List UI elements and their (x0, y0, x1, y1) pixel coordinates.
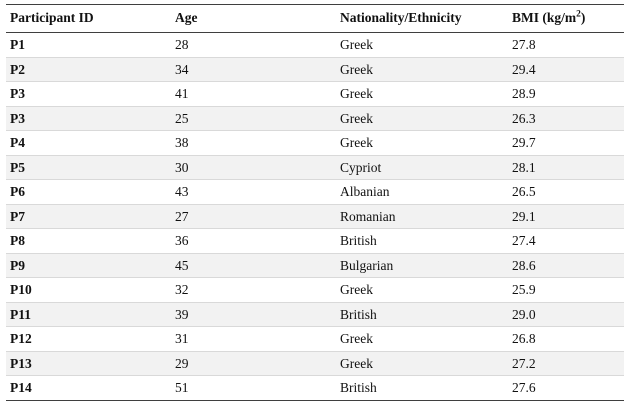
table-row (6, 229, 624, 254)
cell-bmi: 29.0 (508, 302, 624, 327)
cell-participant-id: P3 (6, 106, 171, 131)
cell-bmi: 29.7 (508, 131, 624, 156)
cell-age: 34 (171, 57, 336, 82)
table-row (6, 33, 624, 58)
cell-age: 38 (171, 131, 336, 156)
cell-bmi: 26.5 (508, 180, 624, 205)
cell-nationality: Bulgarian (336, 253, 508, 278)
cell-bmi: 27.2 (508, 351, 624, 376)
cell-participant-id: P10 (6, 278, 171, 303)
cell-participant-id: P5 (6, 155, 171, 180)
cell-age: 51 (171, 376, 336, 401)
cell-nationality: Greek (336, 82, 508, 107)
cell-age: 27 (171, 204, 336, 229)
cell-nationality: Greek (336, 57, 508, 82)
table-row (6, 131, 624, 156)
table-row (6, 302, 624, 327)
cell-age: 45 (171, 253, 336, 278)
cell-bmi: 27.8 (508, 33, 624, 58)
cell-age: 31 (171, 327, 336, 352)
table-header-row (6, 5, 624, 33)
cell-age: 36 (171, 229, 336, 254)
table-row (6, 204, 624, 229)
cell-age: 25 (171, 106, 336, 131)
cell-bmi: 28.1 (508, 155, 624, 180)
cell-nationality: Romanian (336, 204, 508, 229)
cell-nationality: Albanian (336, 180, 508, 205)
table-row (6, 155, 624, 180)
cell-bmi: 28.6 (508, 253, 624, 278)
cell-bmi: 27.4 (508, 229, 624, 254)
table-row (6, 376, 624, 401)
cell-participant-id: P9 (6, 253, 171, 278)
cell-participant-id: P1 (6, 33, 171, 58)
cell-nationality: Greek (336, 106, 508, 131)
participants-table (6, 4, 624, 401)
cell-nationality: British (336, 229, 508, 254)
cell-participant-id: P8 (6, 229, 171, 254)
cell-age: 39 (171, 302, 336, 327)
cell-age: 30 (171, 155, 336, 180)
column-header-bmi-text: BMI (kg/m (512, 10, 577, 25)
cell-bmi: 29.4 (508, 57, 624, 82)
cell-participant-id: P6 (6, 180, 171, 205)
column-header-age: Age (171, 5, 336, 33)
cell-nationality: Cypriot (336, 155, 508, 180)
cell-participant-id: P14 (6, 376, 171, 401)
cell-age: 43 (171, 180, 336, 205)
cell-nationality: British (336, 302, 508, 327)
cell-participant-id: P12 (6, 327, 171, 352)
cell-nationality: Greek (336, 278, 508, 303)
cell-participant-id: P11 (6, 302, 171, 327)
cell-nationality: Greek (336, 351, 508, 376)
cell-nationality: Greek (336, 131, 508, 156)
participants-table-container (0, 4, 639, 420)
cell-participant-id: P7 (6, 204, 171, 229)
cell-bmi: 25.9 (508, 278, 624, 303)
table-row (6, 180, 624, 205)
column-header-bmi-tail: ) (580, 10, 586, 25)
cell-participant-id: P3 (6, 82, 171, 107)
table-row (6, 327, 624, 352)
cell-bmi: 27.6 (508, 376, 624, 401)
cell-participant-id: P4 (6, 131, 171, 156)
table-row (6, 82, 624, 107)
table-row (6, 351, 624, 376)
cell-age: 29 (171, 351, 336, 376)
table-header (6, 5, 624, 33)
column-header-bmi (508, 5, 624, 33)
table-row (6, 253, 624, 278)
cell-bmi: 29.1 (508, 204, 624, 229)
table-body (6, 33, 624, 401)
table-row (6, 57, 624, 82)
table-row (6, 278, 624, 303)
cell-participant-id: P13 (6, 351, 171, 376)
column-header-bmi-exponent: 2 (576, 9, 581, 20)
cell-age: 28 (171, 33, 336, 58)
column-header-participant-id: Participant ID (6, 5, 171, 33)
cell-age: 32 (171, 278, 336, 303)
cell-nationality: British (336, 376, 508, 401)
cell-bmi: 28.9 (508, 82, 624, 107)
table-row (6, 106, 624, 131)
cell-age: 41 (171, 82, 336, 107)
cell-nationality: Greek (336, 33, 508, 58)
cell-bmi: 26.8 (508, 327, 624, 352)
column-header-nationality: Nationality/Ethnicity (336, 5, 508, 33)
cell-bmi: 26.3 (508, 106, 624, 131)
cell-participant-id: P2 (6, 57, 171, 82)
cell-nationality: Greek (336, 327, 508, 352)
